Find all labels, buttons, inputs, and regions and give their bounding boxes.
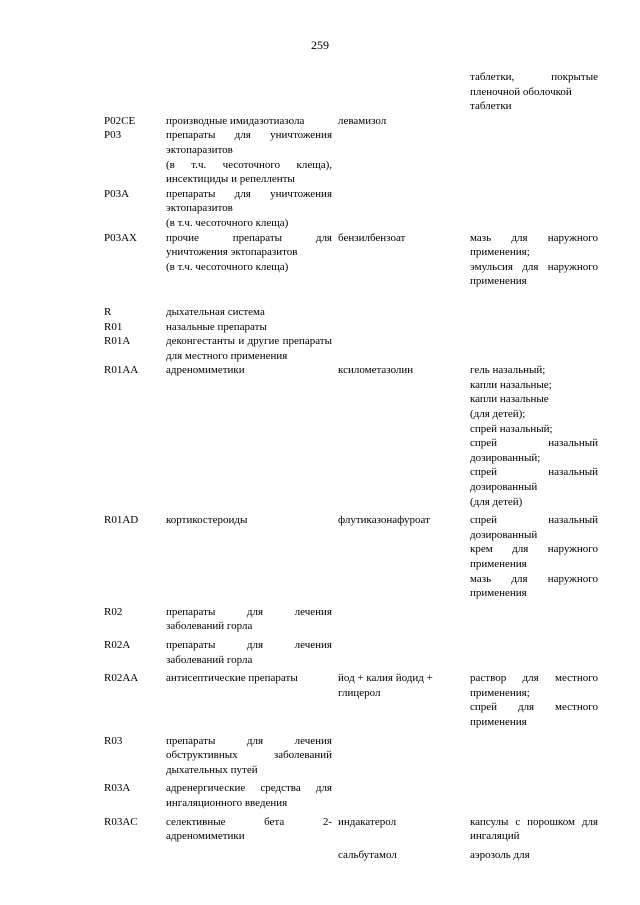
dosage-form [470, 320, 598, 335]
group-description: препараты для лечения заболеваний горла [166, 638, 332, 666]
group-description: назальные препараты [166, 320, 267, 333]
atc-code: R02AA [104, 672, 139, 685]
drug-name: йод + калия йодид + глицерол [338, 672, 433, 699]
group-description: деконгестанты и другие препараты для местного применения [166, 335, 332, 362]
group-description: препараты для лечения обструктивных заболеваний дыхательных путей [166, 734, 332, 776]
dosage-form: аэрозоль для [470, 848, 530, 861]
dosage-form: раствор для местного применения; спрей для местного применения [470, 672, 598, 728]
table-row [104, 605, 598, 634]
table-row [104, 320, 598, 335]
group-description: прочие препараты для уничтожения эктопаразитов (в т.ч. чесоточного клеща) [166, 231, 332, 273]
table-row [104, 128, 598, 186]
table-row [104, 781, 598, 810]
drug-name: ксилометазолин [338, 364, 414, 377]
row-spacer [104, 289, 598, 305]
group-description: селективные бета 2-адреномиметики [166, 815, 332, 843]
dosage-form [470, 305, 598, 320]
atc-code: R01 [104, 320, 123, 333]
group-description: адренергические средства для ингаляционного введения [166, 782, 332, 809]
atc-code: R02 [104, 605, 123, 618]
group-description: антисептические препараты [166, 672, 298, 685]
atc-code: R03 [104, 734, 123, 747]
table-row [104, 513, 598, 601]
atc-code: R03AC [104, 815, 138, 828]
atc-code: R [104, 305, 112, 318]
atc-code: R03A [104, 782, 131, 795]
group-description: адреномиметики [166, 364, 245, 377]
drug-name [338, 320, 470, 335]
drug-name [338, 334, 470, 363]
table-row [104, 638, 598, 667]
group-description [166, 70, 338, 114]
drug-name [338, 781, 470, 810]
dosage-form [470, 605, 598, 634]
group-description: препараты для уничтожения эктопаразитов (в т.ч. чесоточного клеща), инсектициды и репелленты [166, 129, 332, 186]
group-description: кортикостероиды [166, 514, 248, 527]
dosage-form [470, 781, 598, 810]
drug-name: флутиказонафуроат [338, 514, 430, 527]
drug-name [338, 638, 470, 667]
dosage-form: капсулы с порошком для ингаляций [470, 815, 598, 843]
dosage-form: таблетки, покрытые пленочной оболочкой таблетки [470, 71, 598, 113]
drug-name: левамизол [338, 114, 387, 127]
drug-name [338, 305, 470, 320]
drug-name [338, 187, 470, 231]
dosage-form: мазь для наружного применения; эмульсия для наружного применения [470, 231, 598, 288]
dosage-form [470, 128, 598, 186]
group-description [166, 848, 338, 863]
atc-code: R01AD [104, 514, 139, 527]
group-description: препараты для лечения заболеваний горла [166, 605, 332, 633]
dosage-form [470, 114, 598, 129]
table-row [104, 671, 598, 729]
atc-code: R01AA [104, 364, 139, 377]
atc-code: R02A [104, 638, 131, 651]
drug-name: бензилбензоат [338, 231, 406, 244]
page-number: 259 [311, 38, 329, 52]
drug-name [338, 70, 470, 114]
atc-code [104, 848, 166, 863]
drug-classification-table [104, 70, 598, 862]
drug-name [338, 128, 470, 186]
atc-code: R01A [104, 335, 131, 348]
table-row [104, 334, 598, 363]
table-row [104, 734, 598, 778]
atc-code: P03A [104, 187, 130, 200]
atc-code: P03AX [104, 231, 138, 244]
drug-name: индакатерол [338, 815, 397, 828]
group-description: производные имидазотиазола [166, 114, 305, 127]
dosage-form [470, 638, 598, 667]
atc-code [104, 70, 166, 114]
atc-code: P03 [104, 129, 122, 142]
dosage-form: спрей назальный дозированный крем для наружного применения мазь для наружного применения [470, 514, 598, 600]
table-row [104, 305, 598, 320]
table-row [104, 848, 598, 863]
dosage-form [470, 734, 598, 778]
dosage-form [470, 187, 598, 231]
drug-name: сальбутамол [338, 848, 397, 861]
dosage-form [470, 334, 598, 363]
table-row [104, 70, 598, 114]
group-description: препараты для уничтожения эктопаразитов (в т.ч. чесоточного клеща) [166, 187, 332, 229]
table-row [104, 187, 598, 231]
group-description: дыхательная система [166, 305, 265, 318]
table-row [104, 231, 598, 289]
drug-name [338, 605, 470, 634]
table-row [104, 363, 598, 509]
dosage-form: гель назальный; капли назальные; капли назальные (для детей); спрей назальный; спрей назальный дозированный; спрей назальный дозированный (для детей) [470, 364, 598, 508]
drug-name [338, 734, 470, 778]
table-row [104, 815, 598, 844]
atc-code: P02CE [104, 114, 136, 127]
table-row [104, 114, 598, 129]
